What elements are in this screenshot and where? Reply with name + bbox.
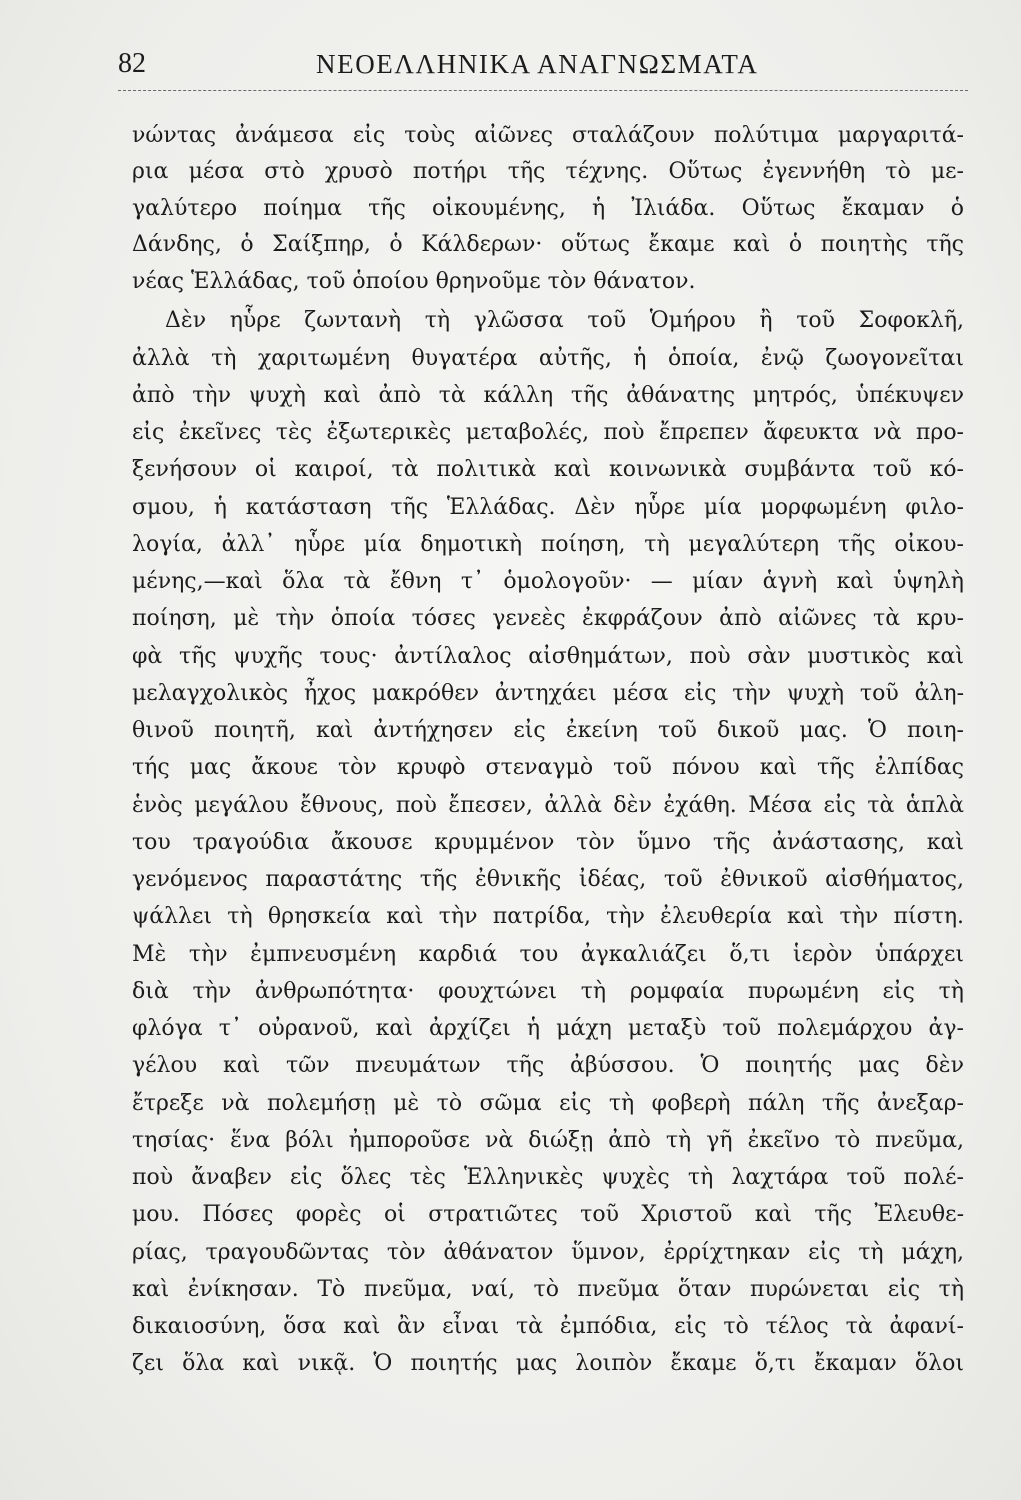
text-line: λογία, ἀλλ᾽ ηὗρε μία δημοτικὴ ποίηση, τὴ μεγαλύτερη τῆς οἰκου-	[132, 532, 964, 557]
text-line: γενόμενος παραστάτης τῆς ἐθνικῆς ἰδέας, τοῦ ἐθνικοῦ αἰσθήματος,	[132, 867, 964, 892]
text-line: ρια μέσα στὸ χρυσὸ ποτήρι τῆς τέχνης. Οὕτως ἐγεννήθη τὸ με-	[132, 159, 964, 184]
text-line: ἀπὸ τὴν ψυχὴ καὶ ἀπὸ τὰ κάλλη τῆς ἀθάνατης μητρός, ὑπέκυψεν	[132, 383, 964, 408]
text-line: νώντας ἀνάμεσα εἰς τοὺς αἰῶνες σταλάζουν πολύτιμα μαργαριτά-	[132, 123, 964, 148]
text-line: ψάλλει τὴ θρησκεία καὶ τὴν πατρίδα, τὴν ἐλευθερία καὶ τὴν πίστη.	[132, 904, 964, 929]
text-line: μου. Πόσες φορὲς οἱ στρατιῶτες τοῦ Χριστοῦ καὶ τῆς Ἐλευθε-	[132, 1202, 964, 1227]
text-line: θινοῦ ποιητῆ, καὶ ἀντήχησεν εἰς ἐκείνη τοῦ δικοῦ μας. Ὁ ποιη-	[132, 718, 964, 743]
text-line: του τραγούδια ἄκουσε κρυμμένον τὸν ὕμνο τῆς ἀνάστασης, καὶ	[132, 830, 964, 855]
text-line: ρίας, τραγουδῶντας τὸν ἀθάνατον ὕμνον, ἐρρίχτηκαν εἰς τὴ μάχη,	[132, 1240, 964, 1265]
book-title: ΝΕΟΕΛΛΗΝΙΚΑ ΑΝΑΓΝΩΣΜΑΤΑ	[316, 49, 759, 79]
text-line: Δάνδης, ὁ Σαίξπηρ, ὁ Κάλδερων· οὕτως ἔκαμε καὶ ὁ ποιητὴς τῆς	[132, 232, 964, 257]
page-number: 82	[118, 48, 146, 79]
text-line: μελαγχολικὸς ἦχος μακρόθεν ἀντηχάει μέσα εἰς τὴν ψυχὴ τοῦ ἀλη-	[132, 681, 964, 706]
text-line: σμου, ἡ κατάσταση τῆς Ἑλλάδας. Δὲν ηὗρε μία μορφωμένη φιλο-	[132, 495, 964, 520]
text-line: καὶ ἐνίκησαν. Τὸ πνεῦμα, ναί, τὸ πνεῦμα ὅταν πυρώνεται εἰς τὴ	[132, 1277, 964, 1302]
text-line: ποὺ ἄναβεν εἰς ὅλες τὲς Ἑλληνικὲς ψυχὲς τὴ λαχτάρα τοῦ πολέ-	[132, 1165, 964, 1190]
text-line: ποίηση, μὲ τὴν ὁποία τόσες γενεὲς ἐκφράζουν ἀπὸ αἰῶνες τὰ κρυ-	[132, 606, 964, 631]
text-line: τησίας· ἕνα βόλι ἠμποροῦσε νὰ διώξῃ ἀπὸ τὴ γῆ ἐκεῖνο τὸ πνεῦμα,	[132, 1128, 964, 1153]
text-line: ξενήσουν οἱ καιροί, τὰ πολιτικὰ καὶ κοινωνικὰ συμβάντα τοῦ κό-	[132, 457, 964, 482]
text-line: μένης,—καὶ ὅλα τὰ ἔθνη τ᾽ ὁμολογοῦν· — μίαν ἁγνὴ καὶ ὑψηλὴ	[132, 569, 964, 594]
text-line: Δὲν ηὗρε ζωντανὴ τὴ γλῶσσα τοῦ Ὁμήρου ἢ τοῦ Σοφοκλῆ,	[165, 308, 964, 333]
text-line: γέλου καὶ τῶν πνευμάτων τῆς ἀβύσσου. Ὁ ποιητής μας δὲν	[132, 1053, 964, 1078]
text-line: γαλύτερο ποίημα τῆς οἰκουμένης, ἡ Ἰλιάδα. Οὕτως ἔκαμαν ὁ	[132, 196, 964, 221]
text-line: ἔτρεξε νὰ πολεμήσῃ μὲ τὸ σῶμα εἰς τὴ φοβερὴ πάλη τῆς ἀνεξαρ-	[132, 1091, 964, 1116]
text-line: διὰ τὴν ἀνθρωπότητα· φουχτώνει τὴ ρομφαία πυρωμένη εἰς τὴ	[132, 979, 964, 1004]
text-line: εἰς ἐκεῖνες τὲς ἐξωτερικὲς μεταβολές, ποὺ ἔπρεπεν ἄφευκτα νὰ προ-	[132, 420, 964, 445]
text-line: νέας Ἑλλάδας, τοῦ ὁποίου θρηνοῦμε τὸν θάνατον.	[132, 269, 696, 294]
text-line: δικαιοσύνη, ὅσα καὶ ἂν εἶναι τὰ ἐμπόδια, εἰς τὸ τέλος τὰ ἀφανί-	[132, 1314, 964, 1339]
text-line: ἀλλὰ τὴ χαριτωμένη θυγατέρα αὐτῆς, ἡ ὁποία, ἐνῷ ζωογονεῖται	[132, 346, 964, 371]
text-line: τής μας ἄκουε τὸν κρυφὸ στεναγμὸ τοῦ πόνου καὶ τῆς ἐλπίδας	[132, 755, 964, 780]
text-line: φὰ τῆς ψυχῆς τους· ἀντίλαλος αἰσθημάτων, ποὺ σὰν μυστικὸς καὶ	[132, 644, 964, 669]
text-line: ζει ὅλα καὶ νικᾷ. Ὁ ποιητής μας λοιπὸν ἔκαμε ὅ,τι ἔκαμαν ὅλοι	[132, 1351, 964, 1376]
text-line: φλόγα τ᾽ οὐρανοῦ, καὶ ἀρχίζει ἡ μάχη μεταξὺ τοῦ πολεμάρχου ἀγ-	[132, 1016, 964, 1041]
text-line: Μὲ τὴν ἐμπνευσμένη καρδιά του ἀγκαλιάζει ὅ,τι ἱερὸν ὑπάρχει	[132, 942, 964, 967]
text-line: ἑνὸς μεγάλου ἔθνους, ποὺ ἔπεσεν, ἀλλὰ δὲν ἐχάθη. Μέσα εἰς τὰ ἁπλὰ	[132, 793, 964, 818]
